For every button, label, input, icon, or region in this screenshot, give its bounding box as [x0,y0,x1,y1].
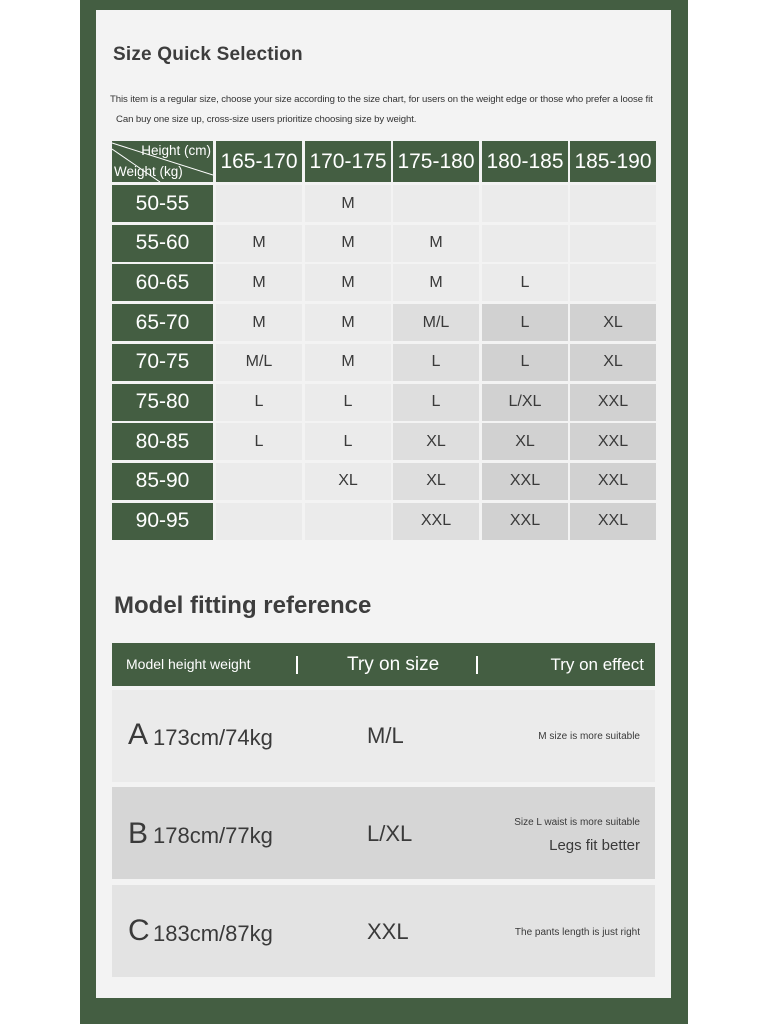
size-cell: M [305,225,391,262]
size-cell: XL [482,423,568,460]
size-cell: XXL [570,423,656,460]
size-cell: XL [570,344,656,381]
size-cell: L [482,304,568,341]
size-cell: M/L [393,304,479,341]
size-cell: L [482,344,568,381]
height-column-header: 185-190 [570,141,656,182]
size-cell: L [216,423,302,460]
size-cell [570,264,656,301]
size-note-line-2: Can buy one size up, cross-size users prioritize choosing size by weight. [116,114,417,125]
model-letter: C [128,914,150,947]
height-column-header: 180-185 [482,141,568,182]
model-try-on-effect-extra: Legs fit better [549,837,640,854]
size-cell: M [216,264,302,301]
size-cell: XXL [570,463,656,500]
size-section-title: Size Quick Selection [113,44,303,65]
size-cell [570,185,656,222]
model-try-on-size: M/L [367,723,404,748]
model-height-weight: 183cm/87kg [153,921,273,946]
model-try-on-size: XXL [367,919,409,944]
corner-height-label: Height (cm) [141,143,211,158]
size-cell: M [305,264,391,301]
header-try-on-effect: Try on effect [550,655,644,674]
size-cell [482,225,568,262]
size-cell: XL [570,304,656,341]
model-try-on-size: L/XL [367,821,413,846]
header-try-on-size: Try on size [347,654,440,675]
size-cell: XXL [393,503,479,540]
size-cell: XL [305,463,391,500]
height-column-header: 165-170 [216,141,302,182]
size-cell [393,185,479,222]
size-cell [482,185,568,222]
size-cell: L [216,384,302,421]
height-column-header: 175-180 [393,141,479,182]
size-cell: XXL [570,503,656,540]
size-cell: L [305,384,391,421]
model-height-weight: 173cm/74kg [153,725,273,750]
size-cell [570,225,656,262]
weight-row-header: 50-55 [112,185,213,222]
weight-row-header: 60-65 [112,264,213,301]
size-cell: XL [393,423,479,460]
size-cell: M/L [216,344,302,381]
model-row-b [112,787,655,879]
size-cell [216,185,302,222]
model-height-weight: 178cm/77kg [153,823,273,848]
size-cell: L [393,344,479,381]
size-cell: M [216,304,302,341]
weight-row-header: 90-95 [112,503,213,540]
model-try-on-effect: M size is more suitable [538,731,640,742]
model-table-header [112,643,655,686]
size-cell: M [305,344,391,381]
model-letter: B [128,817,149,850]
size-chart-corner [112,141,213,182]
size-cell: XXL [570,384,656,421]
model-try-on-effect: The pants length is just right [514,927,640,938]
size-cell: XXL [482,463,568,500]
model-row-c [112,885,655,977]
weight-row-header: 65-70 [112,304,213,341]
model-try-on-effect: Size L waist is more suitable [514,817,640,828]
height-column-header: 170-175 [305,141,391,182]
corner-weight-label: Weight (kg) [114,164,183,179]
size-cell [216,463,302,500]
size-cell: M [305,304,391,341]
size-cell: XXL [482,503,568,540]
size-cell: XL [393,463,479,500]
weight-row-header: 75-80 [112,384,213,421]
weight-row-header: 80-85 [112,423,213,460]
header-model-height-weight: Model height weight [126,656,251,672]
size-cell: M [305,185,391,222]
model-row-a [112,690,655,782]
model-section-title: Model fitting reference [114,592,372,619]
weight-row-header: 85-90 [112,463,213,500]
size-cell: M [393,225,479,262]
size-cell: L [305,423,391,460]
size-cell: M [393,264,479,301]
size-cell [216,503,302,540]
model-letter: A [128,718,149,751]
size-note-line-1: This item is a regular size, choose your size according to the size chart, for users on the weight edge or those who prefer a loose fit [110,94,653,105]
header-divider [296,656,298,674]
size-cell [305,503,391,540]
weight-row-header: 55-60 [112,225,213,262]
header-divider [476,656,478,674]
weight-row-header: 70-75 [112,344,213,381]
size-cell: L [393,384,479,421]
size-cell: L [482,264,568,301]
size-cell: M [216,225,302,262]
size-cell: L/XL [482,384,568,421]
